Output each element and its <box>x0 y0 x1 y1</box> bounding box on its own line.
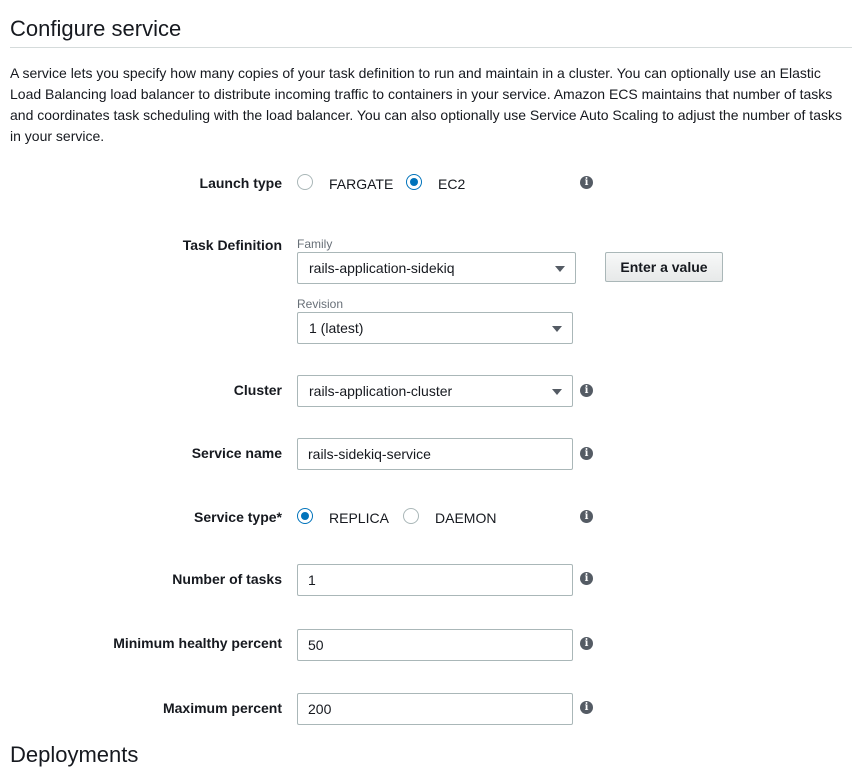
service-type-info-icon[interactable]: i <box>580 510 593 523</box>
service-type-daemon-label[interactable]: DAEMON <box>435 510 497 526</box>
service-name-info-icon[interactable]: i <box>580 447 593 460</box>
chevron-down-icon <box>555 266 565 272</box>
family-select-value: rails-application-sidekiq <box>309 260 455 276</box>
launch-type-ec2-radio[interactable] <box>406 174 422 190</box>
launch-type-ec2-label[interactable]: EC2 <box>438 176 466 192</box>
launch-type-label: Launch type <box>199 175 282 191</box>
launch-type-fargate-radio[interactable] <box>297 174 313 190</box>
revision-select-value: 1 (latest) <box>309 320 364 336</box>
service-name-input[interactable] <box>297 438 573 470</box>
cluster-select-value: rails-application-cluster <box>309 383 453 399</box>
max-percent-input[interactable] <box>297 693 573 725</box>
revision-select[interactable] <box>297 312 573 344</box>
revision-sublabel: Revision <box>297 297 344 311</box>
family-select[interactable] <box>297 252 576 284</box>
service-type-replica-radio[interactable] <box>297 508 313 524</box>
launch-type-info-icon[interactable]: i <box>580 176 593 189</box>
task-definition-label: Task Definition <box>182 237 282 253</box>
service-name-label: Service name <box>191 445 282 461</box>
min-healthy-percent-label: Minimum healthy percent <box>113 635 282 651</box>
page-description: A service lets you specify how many copies of your task definition to run and maintain in a cluster. You can optionally use an Elastic Load Balancing load balancer to distribute incoming traffic to containers in your service. Amazon ECS maintains that number of tasks and coordinates task scheduling with the load balancer. You can also optionally use Service Auto Scaling to adjust the number of tasks in your service. <box>10 65 842 144</box>
title-divider <box>10 47 852 48</box>
family-sublabel: Family <box>297 237 333 251</box>
enter-value-button[interactable]: Enter a value <box>605 252 723 282</box>
max-percent-label: Maximum percent <box>162 700 282 716</box>
service-type-daemon-radio[interactable] <box>403 508 419 524</box>
page-title: Configure service <box>10 16 182 41</box>
chevron-down-icon <box>552 389 562 395</box>
cluster-label: Cluster <box>233 382 282 398</box>
max-percent-info-icon[interactable]: i <box>580 701 593 714</box>
min-healthy-percent-input[interactable] <box>297 629 573 661</box>
cluster-info-icon[interactable]: i <box>580 384 593 397</box>
number-of-tasks-info-icon[interactable]: i <box>580 572 593 585</box>
service-type-label: Service type* <box>194 509 282 525</box>
number-of-tasks-input[interactable] <box>297 564 573 596</box>
deployments-section-heading: Deployments <box>10 742 139 767</box>
cluster-select[interactable] <box>297 375 573 407</box>
chevron-down-icon <box>552 326 562 332</box>
number-of-tasks-label: Number of tasks <box>172 571 282 587</box>
launch-type-fargate-label[interactable]: FARGATE <box>329 176 394 192</box>
min-healthy-percent-info-icon[interactable]: i <box>580 637 593 650</box>
service-type-replica-label[interactable]: REPLICA <box>329 510 389 526</box>
